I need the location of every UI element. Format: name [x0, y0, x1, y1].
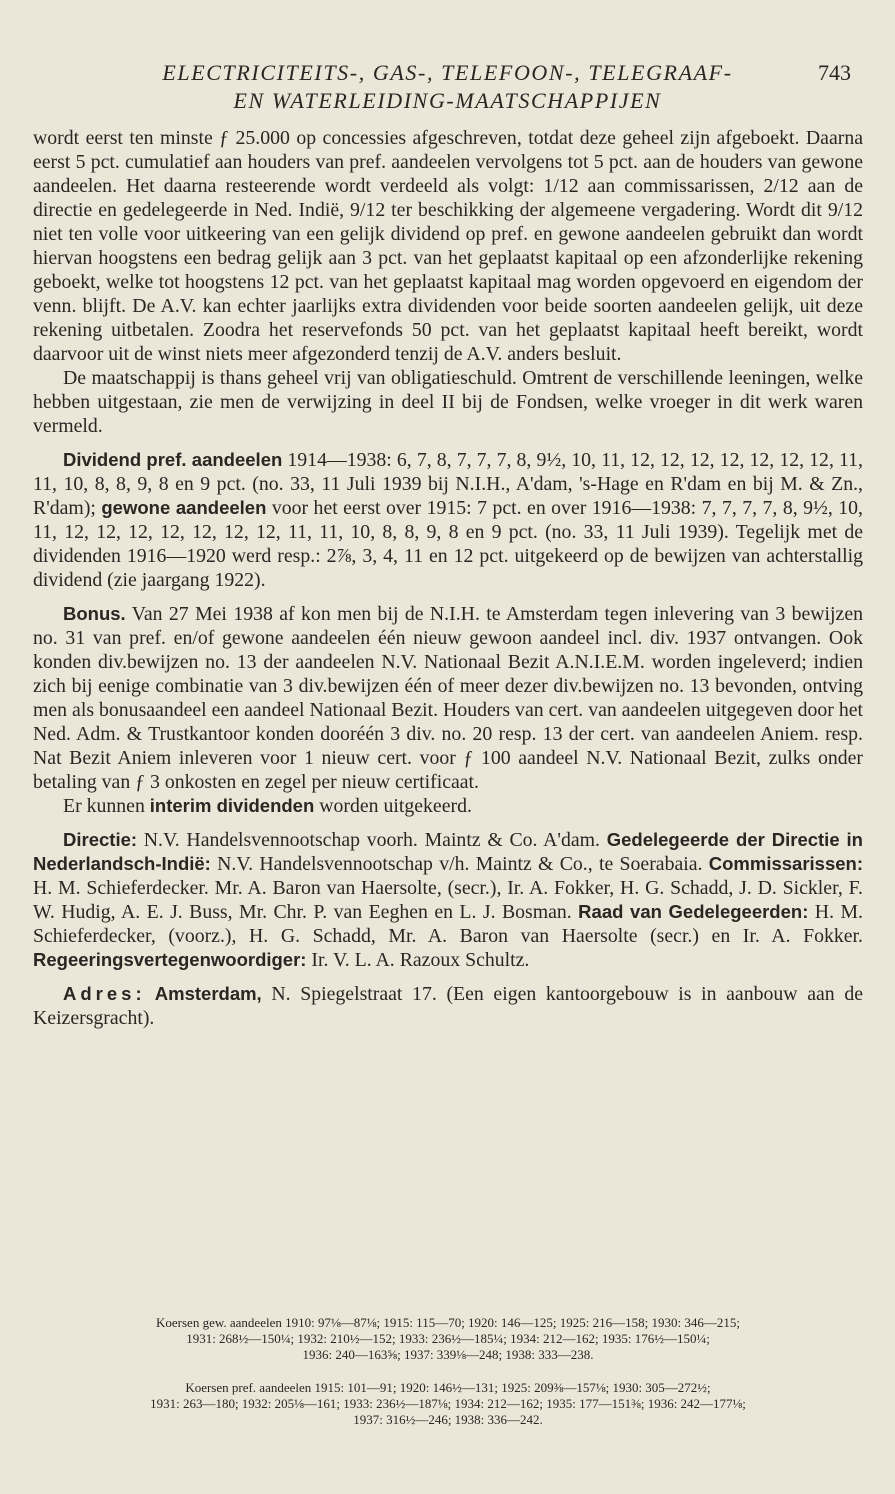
koersen-pref-line-2: 1931: 263—180; 1932: 205⅛—161; 1933: 236½—187⅛; 1934: 212—162; 1935: 177—151⅜; 1936: 242—177⅛; [150, 1396, 746, 1411]
adres-label: Adres: [63, 983, 146, 1004]
commissarissen-text: H. M. Schieferdecker. Mr. A. Baron van Haersolte, (secr.), Ir. A. Fokker, H. G. Schadd, J. D. Sickler, F. W. Hudig, A. E. J. Buss, Mr. Chr. P. van Eeghen en L. J. Bosman. [33, 877, 863, 923]
paragraph-profit-distribution: wordt eerst ten minste ƒ 25.000 op concessies afgeschreven, totdat deze geheel zijn afgeboekt. Daarna eerst 5 pct. cumulatief aan houders van pref. aandeelen vervolgens tot 5 pct. aan de houders van gewone aandeelen. Het daarna resteerende wordt verdeeld als volgt: 1/12 aan commissarissen, 2/12 aan de directie en gedelegeerde in Ned. Indië, 9/12 ter beschikking der algemeene vergadering. Wordt dit 9/12 niet ten volle voor uitkeering van een gelijk dividend op pref. en gewone aandeelen gebruikt dan wordt hiervan hoogstens een bedrag gelijk aan 3 pct. van het geplaatst kapitaal op een afzonderlijke rekening geboekt, welke tot hoogstens 12 pct. van het geplaatst kapitaal mag worden opgevoerd en eigendom der venn. blijft. De A.V. kan echter jaarlijks extra dividenden voor beide soorten aandeelen gelijk, uit deze rekening uitbetalen. Zoodra het reservefonds 50 pct. van het geplaatst kapitaal heeft bereikt, wordt daarvoor uit de winst niets meer afgezonderd tenzij de A.V. anders besluit. [33, 127, 863, 365]
koersen-pref-line-3: 1937: 316½—246; 1938: 336—242. [353, 1412, 543, 1427]
koersen-gewone-line-3: 1936: 240—163⅝; 1937: 339⅛—248; 1938: 333—238. [302, 1347, 594, 1362]
adres-text: N. Spiegelstraat 17. (Een eigen kantoorgebouw is in aanbouw aan de Keizersgracht). [33, 983, 863, 1029]
bonus-text: Van 27 Mei 1938 af kon men bij de N.I.H. te Amsterdam tegen inlevering van 3 bewijzen no. 31 van pref. en/of gewone aandeelen één nieuw gewoon aandeel incl. div. 1937 ontvangen. Ook konden div.bewijzen no. 13 der aandeelen N.V. Nationaal Bezit A.N.I.E.M. worden ingeleverd; indien zich bij eenige combinatie van 3 div.bewijzen één of meer dezer div.bewijzen no. 13 bevonden, ontving men als bonusaandeel een aandeel Nationaal Bezit. Houders van cert. van aandeelen uitgegeven door het Ned. Adm. & Trustkantoor konden dooréén 3 div. no. 20 resp. 13 der cert. van aandeelen Aniem. resp. Nat Bezit Aniem inleveren voor 1 nieuw cert. voor ƒ 100 aandeel N.V. Nationaal Bezit, zulks onder betaling van ƒ 3 onkosten en zegel per nieuw certificaat. [33, 603, 863, 793]
raad-label: Raad van Gedelegeerden: [578, 901, 809, 922]
paragraph-debt: De maatschappij is thans geheel vrij van obligatieschuld. Omtrent de verschillende leeningen, welke hebben uitgestaan, zie men de verwijzing in deel II bij de Fondsen, welke vroeger in dit werk waren vermeld. [33, 367, 863, 437]
dividend-gewone-label: gewone aandeelen [101, 497, 267, 518]
directie-text: N.V. Handelsvennootschap voorh. Maintz & Co. A'dam. [137, 829, 607, 851]
dividend-gewone-text: voor het eerst over 1915: 7 pct. en over 1916—1938: 7, 7, 7, 7, 8, 9½, 10, 11, 12, 12, 12, 12, 12, 12, 12, 11, 11, 10, 8, 8, 9, 8 en 9 pct. (no. 33, 11 Juli 1939). Tegelijk met de dividenden 1916—1920 werd resp.: 2⅞, 3, 4, 11 en 12 pct. uitgekeerd op de bewijzen van achterstallig dividend (zie jaargang 1922). [33, 497, 863, 591]
koersen-gewone-line-2: 1931: 268½—150¼; 1932: 210½—152; 1933: 236½—185¼; 1934: 212—162; 1935: 176½—150¼; [186, 1331, 710, 1346]
adres-city: Amsterdam, [145, 983, 262, 1004]
paragraph-interim [33, 794, 863, 818]
paragraph-dividend [33, 448, 863, 592]
gedelegeerde-label: Gedelegeerde der Directie in Nederlandsch-Indië: [33, 829, 863, 874]
commissarissen-label: Commissarissen: [708, 853, 863, 874]
paragraph-address [33, 982, 863, 1030]
dividend-pref-label: Dividend pref. aandeelen [63, 449, 283, 470]
interim-text-b: worden uitgekeerd. [314, 795, 472, 817]
bonus-label: Bonus. [63, 603, 126, 624]
koersen-gewone-line-1: Koersen gew. aandeelen 1910: 97⅛—87⅛; 1915: 115—70; 1920: 146—125; 1925: 216—158; 1930: 346—215; [156, 1315, 740, 1330]
koersen-gewone [33, 1315, 863, 1363]
regeering-label: Regeeringsvertegenwoordiger: [33, 949, 307, 970]
paragraph-management [33, 828, 863, 972]
gedelegeerde-text: N.V. Handelsvennootschap v/h. Maintz & Co., te Soerabaia. [210, 853, 709, 875]
page-number: 743 [818, 60, 851, 85]
main-text [33, 126, 863, 1030]
running-header-line-2: EN WATERLEIDING-MAATSCHAPPIJEN [233, 88, 662, 113]
koersen-pref-line-1: Koersen pref. aandeelen 1915: 101—91; 1920: 146½—131; 1925: 209⅜—157⅛; 1930: 305—272½; [185, 1380, 711, 1395]
raad-text: H. M. Schieferdecker, (voorz.), H. G. Schadd, Mr. A. Baron van Haersolte (secr.) en Ir. A. Fokker. [33, 901, 863, 947]
interim-label: interim dividenden [149, 795, 315, 816]
running-header-line-1: ELECTRICITEITS-, GAS-, TELEFOON-, TELEGRAAF- [162, 60, 733, 85]
regeering-text: Ir. V. L. A. Razoux Schultz. [306, 949, 530, 971]
paragraph-bonus [33, 602, 863, 794]
directie-label: Directie: [63, 829, 138, 850]
interim-text-a: Er kunnen [63, 795, 150, 817]
koersen-pref [33, 1380, 863, 1428]
dividend-pref-text: 1914—1938: 6, 7, 8, 7, 7, 7, 8, 9½, 10, 11, 12, 12, 12, 12, 12, 12, 12, 11, 11, 10, 8, 8, 9, 8 en 9 pct. (no. 33, 11 Juli 1939 bij N.I.H., A'dam, 's-Hage en R'dam en bij M. & Zn., R'dam); [33, 449, 863, 519]
